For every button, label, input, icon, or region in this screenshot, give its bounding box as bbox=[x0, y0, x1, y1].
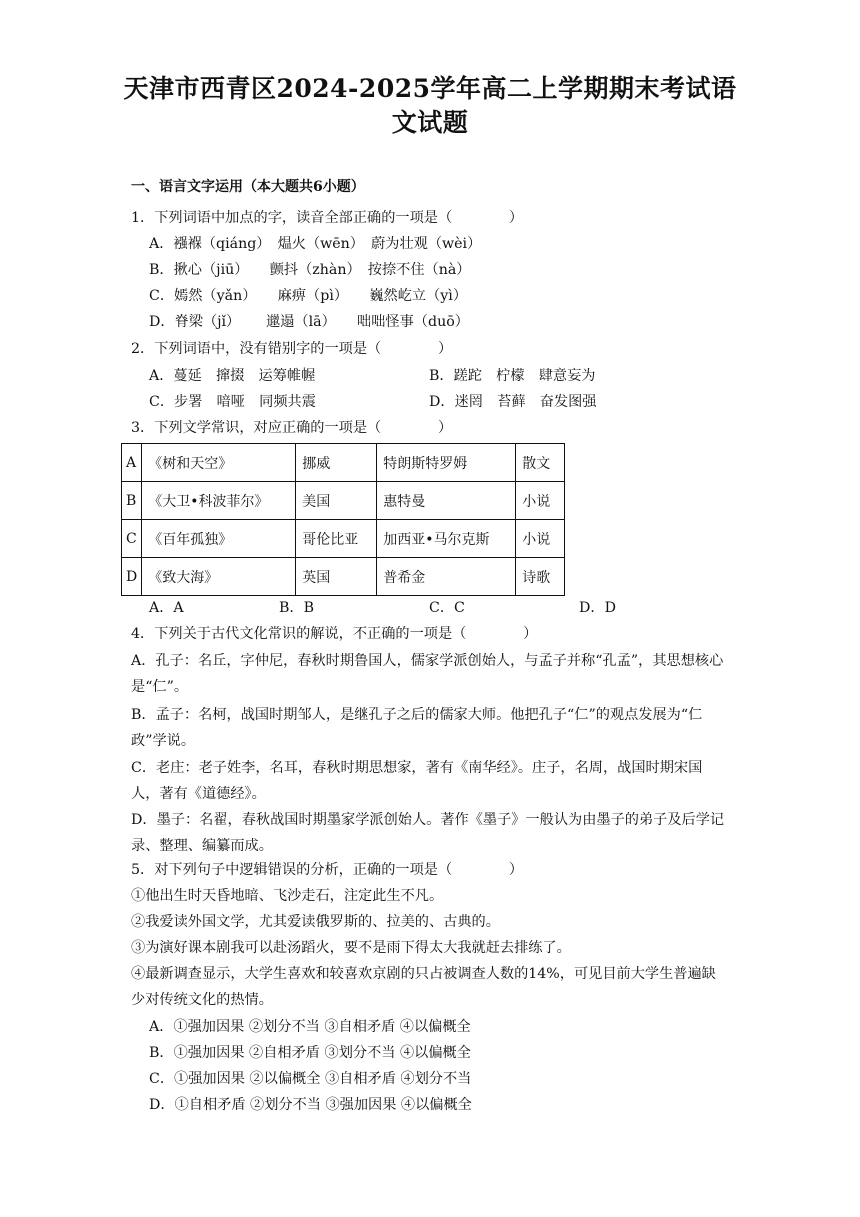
question-3-option-b: B．B bbox=[279, 600, 315, 616]
question-5-sentence-2: ②我爱读外国文学，尤其爱读俄罗斯的、拉美的、古典的。 bbox=[131, 914, 500, 930]
question-1-stem: 1．下列词语中加点的字，读音全部正确的一项是（ ） bbox=[131, 210, 524, 226]
table-cell: 散文 bbox=[516, 444, 565, 482]
table-cell: 小说 bbox=[516, 520, 565, 558]
table-cell: 诗歌 bbox=[516, 558, 565, 596]
question-1-option-c: C．嫣然（yǎn） 麻痹（pì） 巍然屹立（yì） bbox=[149, 288, 468, 304]
table-cell: D bbox=[122, 558, 142, 596]
table-cell: 普希金 bbox=[377, 558, 516, 596]
table-row bbox=[122, 520, 565, 558]
table-cell: 美国 bbox=[296, 482, 377, 520]
question-5-option-b: B．①强加因果 ②自相矛盾 ③划分不当 ④以偏概全 bbox=[149, 1045, 471, 1061]
table-cell: 英国 bbox=[296, 558, 377, 596]
table-cell: 小说 bbox=[516, 482, 565, 520]
question-3-stem: 3．下列文学常识，对应正确的一项是（ ） bbox=[131, 420, 453, 436]
question-5-option-d: D．①自相矛盾 ②划分不当 ③强加因果 ④以偏概全 bbox=[149, 1097, 472, 1113]
question-5-stem: 5．对下列句子中逻辑错误的分析，正确的一项是（ ） bbox=[131, 862, 524, 878]
table-cell: 《树和天空》 bbox=[142, 444, 296, 482]
question-2-option-c: C．步署 喑哑 同频共震 bbox=[149, 394, 316, 410]
literature-table bbox=[121, 443, 565, 596]
question-5-sentence-3: ③为演好课本剧我可以赴汤蹈火，要不是雨下得太大我就赶去排练了。 bbox=[131, 940, 571, 956]
question-4-option-d: D．墨子：名翟，春秋战国时期墨家学派创始人。著作《墨子》一般认为由墨子的弟子及后学记录、整理、编纂而成。 bbox=[131, 812, 725, 854]
table-cell: A bbox=[122, 444, 142, 482]
question-4-option-b: B．孟子：名柯，战国时期邹人，是继孔子之后的儒家大师。他把孔子“仁”的观点发展为“仁政”学说。 bbox=[131, 707, 703, 749]
question-5-option-c: C．①强加因果 ②以偏概全 ③自相矛盾 ④划分不当 bbox=[149, 1071, 472, 1087]
question-4-option-c: C．老庄：老子姓李，名耳，春秋时期思想家，著有《南华经》。庄子，名周，战国时期宋国人，著有《道德经》。 bbox=[131, 760, 703, 802]
question-4-option-a: A．孔子：名丘，字仲尼，春秋时期鲁国人，儒家学派创始人，与孟子并称“孔孟”，其思想核心是“仁”。 bbox=[131, 653, 724, 695]
question-3-option-d: D．D bbox=[579, 600, 616, 616]
question-1-option-a: A．襁褓（qiáng） 煴火（wēn） 蔚为壮观（wèi） bbox=[149, 236, 482, 252]
table-cell: 特朗斯特罗姆 bbox=[377, 444, 516, 482]
question-4-stem: 4．下列关于古代文化常识的解说，不正确的一项是（ ） bbox=[131, 626, 538, 642]
question-1-option-d: D．脊梁（jǐ） 邋遢（lā） 咄咄怪事（duō） bbox=[149, 314, 469, 330]
question-5-sentence-1: ①他出生时天昏地暗、飞沙走石，注定此生不凡。 bbox=[131, 888, 444, 904]
question-5-option-a: A．①强加因果 ②划分不当 ③自相矛盾 ④以偏概全 bbox=[149, 1019, 471, 1035]
table-cell: B bbox=[122, 482, 142, 520]
table-cell: 《大卫•科波菲尔》 bbox=[142, 482, 296, 520]
table-row bbox=[122, 482, 565, 520]
section-heading: 一、语言文字运用（本大题共6小题） bbox=[131, 179, 365, 195]
table-row bbox=[122, 444, 565, 482]
question-3-option-a: A．A bbox=[149, 600, 184, 616]
question-2-stem: 2．下列词语中，没有错别字的一项是（ ） bbox=[131, 341, 453, 357]
table-cell: 《致大海》 bbox=[142, 558, 296, 596]
question-5-sentence-4: ④最新调查显示，大学生喜欢和较喜欢京剧的只占被调查人数的14%，可见目前大学生普遍缺少对传统文化的热情。 bbox=[131, 966, 716, 1008]
question-3-option-c: C．C bbox=[429, 600, 465, 616]
question-2-option-d: D．迷罔 苔藓 奋发图强 bbox=[429, 394, 597, 410]
question-2-option-b: B．蹉跎 柠檬 肆意妄为 bbox=[429, 368, 596, 384]
question-2-option-a: A．蔓延 撺掇 运筹帷幄 bbox=[149, 368, 316, 384]
table-cell: 挪威 bbox=[296, 444, 377, 482]
page-title: 天津市西青区2024-2025学年高二上学期期末考试语文试题 bbox=[123, 74, 737, 137]
table-cell: C bbox=[122, 520, 142, 558]
table-cell: 《百年孤独》 bbox=[142, 520, 296, 558]
table-row bbox=[122, 558, 565, 596]
table-cell: 加西亚•马尔克斯 bbox=[377, 520, 516, 558]
table-cell: 惠特曼 bbox=[377, 482, 516, 520]
table-cell: 哥伦比亚 bbox=[296, 520, 377, 558]
question-1-option-b: B．揪心（jiū） 颤抖（zhàn） 按捺不住（nà） bbox=[149, 262, 471, 278]
